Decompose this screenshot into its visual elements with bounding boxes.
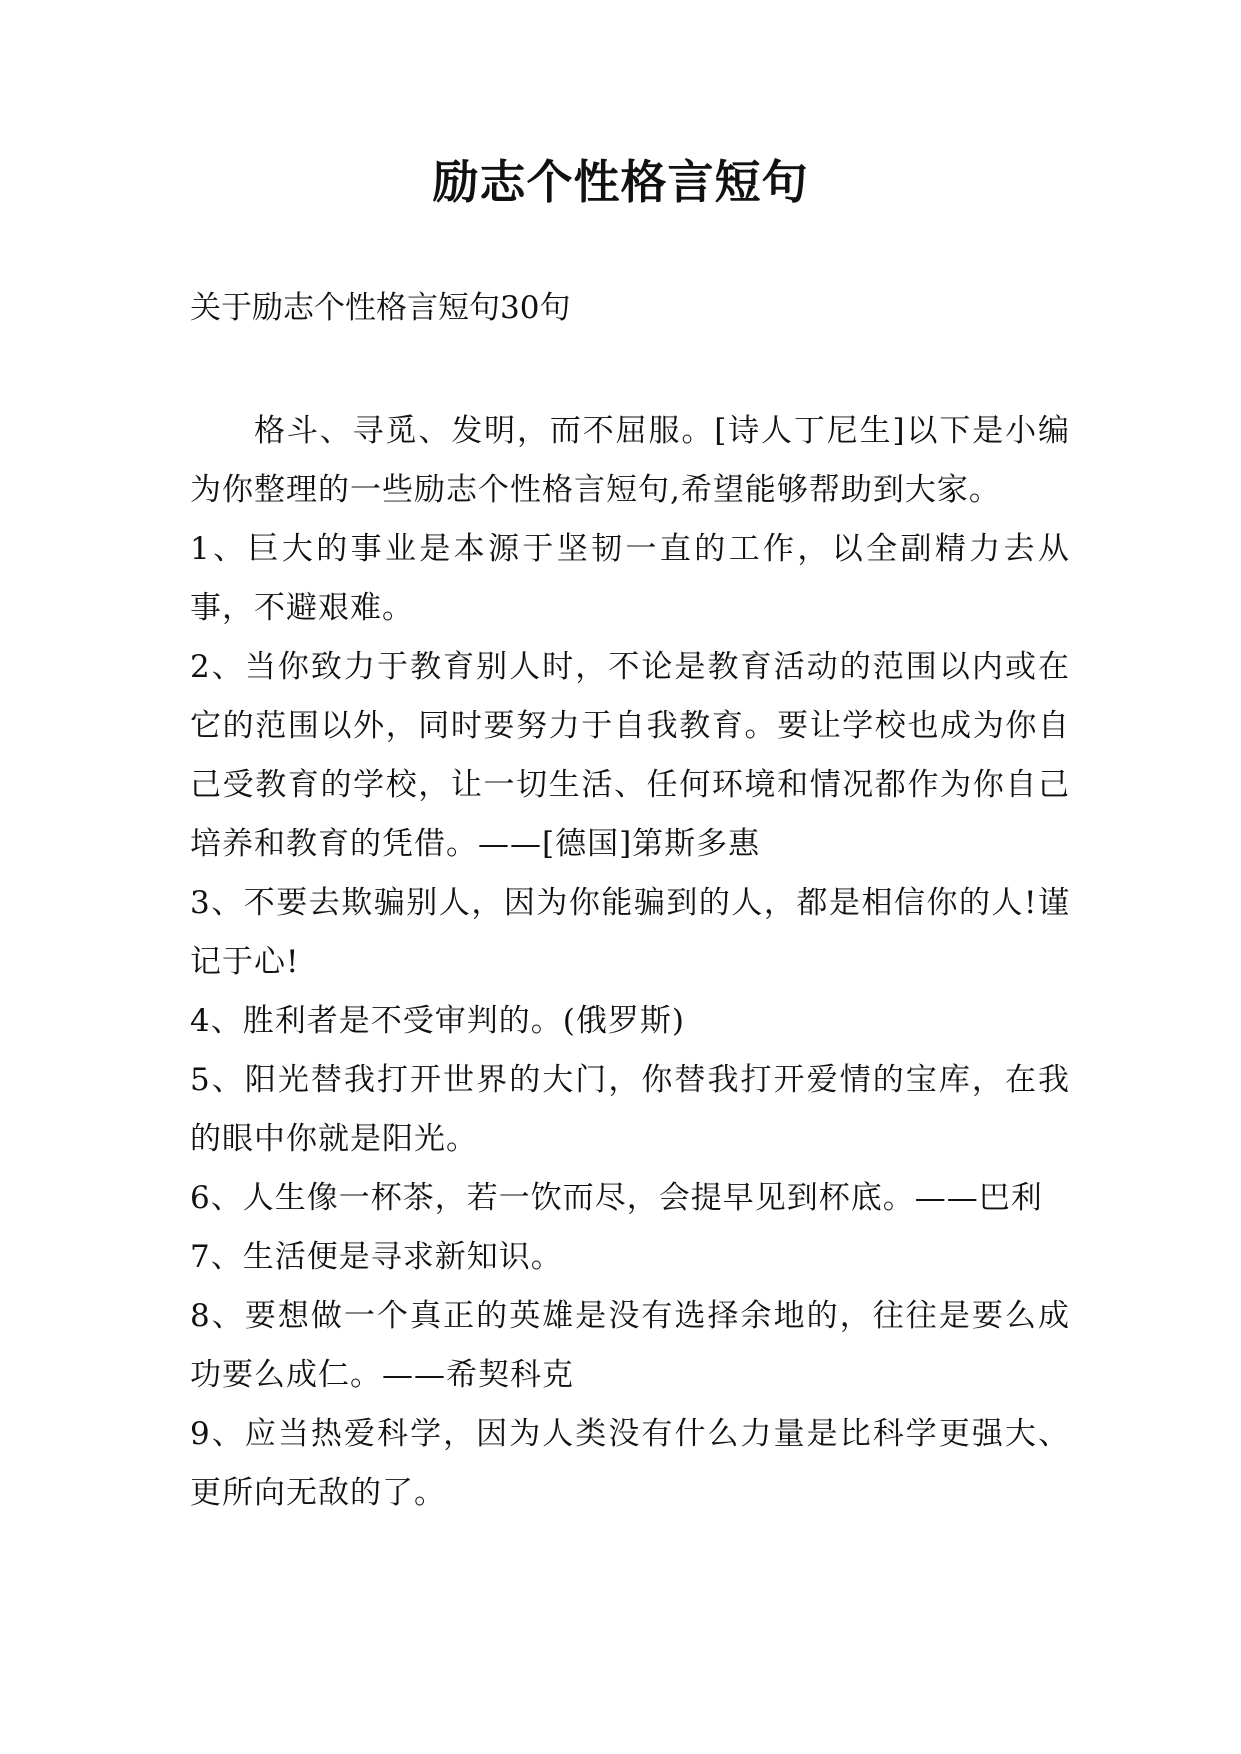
quote-item: 2、当你致力于教育别人时，不论是教育活动的范围以内或在它的范围以外，同时要努力于自我教育。要让学校也成为你自己受教育的学校，让一切生活、任何环境和情况都作为你自己培养和教育的凭借。——[德国]第斯多惠 xyxy=(190,649,1070,862)
quote-item: 1、巨大的事业是本源于坚韧一直的工作，以全副精力去从事，不避艰难。 xyxy=(190,531,1070,626)
document-body xyxy=(190,402,1070,1523)
document-subtitle: 关于励志个性格言短句30句 xyxy=(190,290,571,326)
quote-item: 4、胜利者是不受审判的。(俄罗斯) xyxy=(190,1003,685,1039)
quote-item: 6、人生像一杯茶，若一饮而尽，会提早见到杯底。——巴利 xyxy=(190,1180,1043,1216)
intro-paragraph: 格斗、寻觅、发明，而不屈服。[诗人丁尼生]以下是小编为你整理的一些励志个性格言短句,希望能够帮助到大家。 xyxy=(190,413,1070,508)
document-title: 励志个性格言短句 xyxy=(432,155,809,209)
quote-item: 7、生活便是寻求新知识。 xyxy=(190,1239,563,1275)
quote-item: 3、不要去欺骗别人，因为你能骗到的人，都是相信你的人!谨记于心! xyxy=(190,885,1070,980)
quote-item: 5、阳光替我打开世界的大门，你替我打开爱情的宝库，在我的眼中你就是阳光。 xyxy=(190,1062,1070,1157)
quote-item: 9、应当热爱科学，因为人类没有什么力量是比科学更强大、更所向无敌的了。 xyxy=(190,1416,1070,1511)
quote-item: 8、要想做一个真正的英雄是没有选择余地的，往往是要么成功要么成仁。——希契科克 xyxy=(190,1298,1070,1393)
